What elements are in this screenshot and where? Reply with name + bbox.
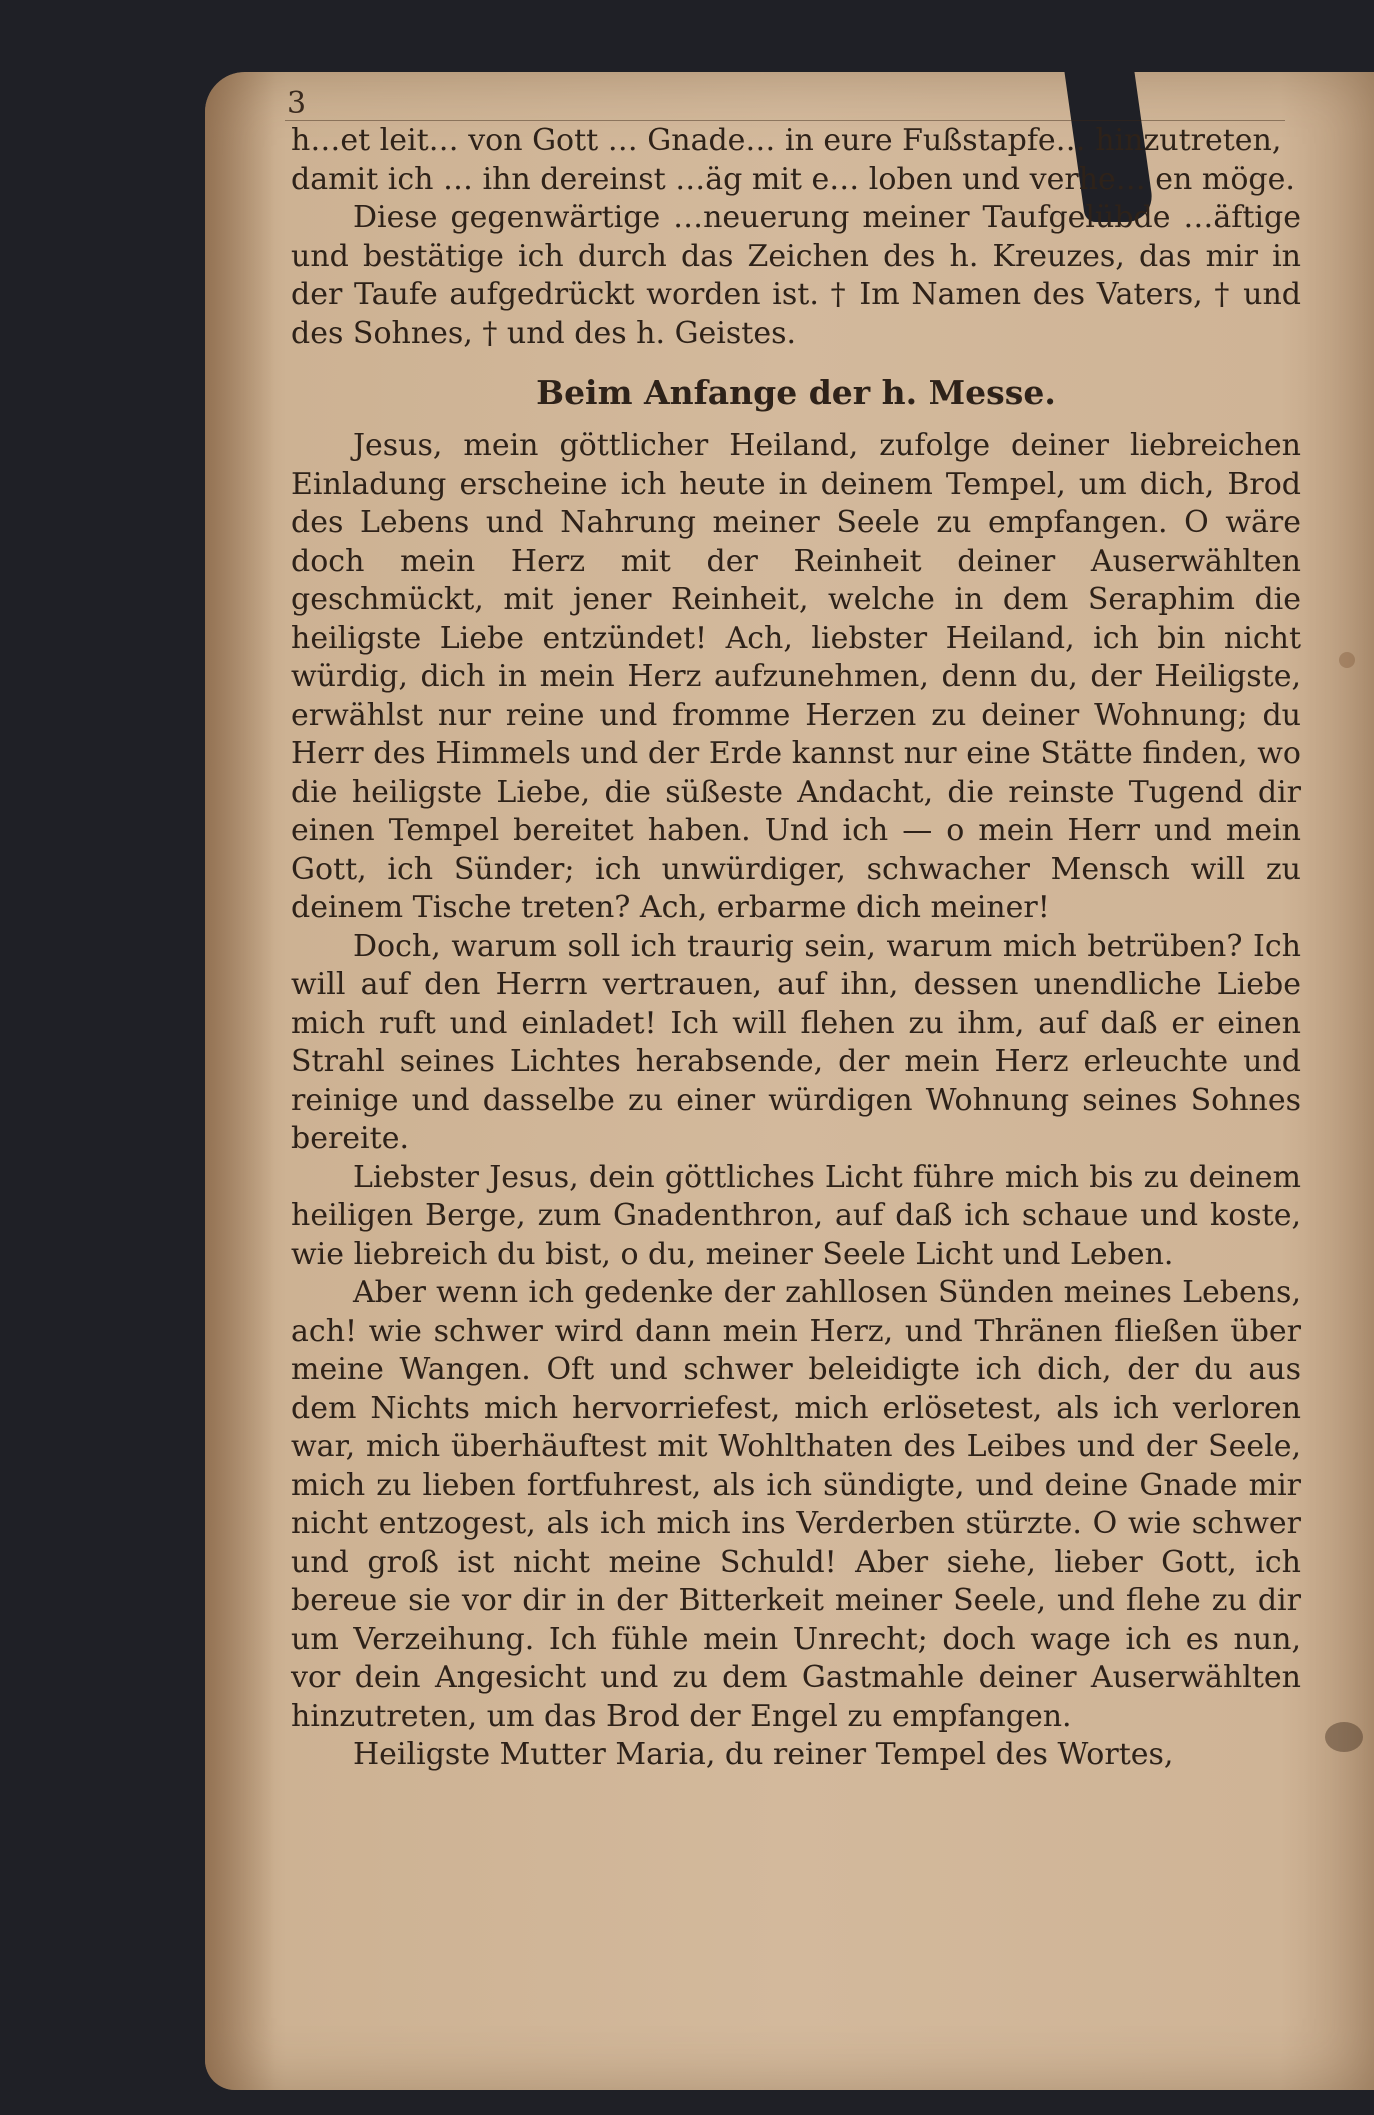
opening-line-2: damit ich … ihn dereinst …äg mit e… loben und verhe… en möge. — [291, 161, 1295, 197]
opening-paragraph: Diese gegenwärtige …neuerung meiner Taufgelübde …äftige und bestätige ich durch das Zeichen des h. Kreuzes, das mir in der Taufe aufgedrückt worden ist. † Im Namen des Vaters, † und des Sohnes, † und des h. Geistes. — [291, 200, 1301, 351]
paragraph-2: Doch, warum soll ich traurig sein, warum mich betrüben? Ich will auf den Herrn vertrauen, auf ihn, dessen unendliche Liebe mich ruft und einladet! Ich will flehen zu ihm, auf daß er einen Strahl seines Lichtes herabsende, der mein Herz erleuchte und reinige und dasselbe zu einer würdigen Wohnung seines Sohnes bereite. — [291, 928, 1301, 1156]
section-heading: Beim Anfange der h. Messe. — [536, 373, 1056, 412]
stain-spot — [1339, 652, 1355, 668]
page-text — [291, 122, 1301, 1775]
paragraph-1: Jesus, mein göttlicher Heiland, zufolge deiner liebreichen Einladung erscheine ich heute in deinem Tempel, um dich, Brod des Lebens und Nahrung meiner Seele zu empfangen. O wäre doch mein Herz mit der Reinheit deiner Auserwählten geschmückt, mit jener Reinheit, welche in dem Seraphim die heiligste Liebe entzündet! Ach, liebster Heiland, ich bin nicht würdig, dich in mein Herz aufzunehmen, denn du, der Heiligste, erwählst nur reine und fromme Herzen zu deiner Wohnung; du Herr des Himmels und der Erde kannst nur eine Stätte finden, wo die heiligste Liebe, die süßeste Andacht, die reinste Tugend dir einen Tempel bereitet haben. Und ich — o mein Herr und mein Gott, ich Sünder; ich unwürdiger, schwacher Mensch will zu deinem Tische treten? Ach, erbarme dich meiner! — [291, 428, 1301, 925]
stain-spot — [1325, 1722, 1363, 1752]
page-number: 3 — [287, 86, 307, 121]
opening-line-1: h…et leit… von Gott … Gnade… in eure Fußstapfe… hinzutreten, — [291, 123, 1282, 158]
paragraph-4: Aber wenn ich gedenke der zahllosen Sünden meines Lebens, ach! wie schwer wird dann mein Herz, und Thränen fließen über meine Wangen. Oft und schwer beleidigte ich dich, der du aus dem Nichts mich hervorriefest, mich erlösetest, als ich verloren war, mich überhäuftest mit Wohlthaten des Leibes und der Seele, mich zu lieben fortfuhrest, als ich sündigte, und deine Gnade mir nicht entzogest, als ich mich ins Verderben stürzte. O wie schwer und groß ist nicht meine Schuld! Aber siehe, lieber Gott, ich bereue sie vor dir in der Bitterkeit meiner Seele, und flehe zu dir um Verzeihung. Ich fühle mein Unrecht; doch wage ich es nun, vor dein Angesicht und zu dem Gastmahle deiner Auserwählten hinzutreten, um das Brod der Engel zu empfangen. — [291, 1275, 1301, 1734]
header-rule — [285, 120, 1285, 121]
book-page — [205, 72, 1374, 2090]
paragraph-3: Liebster Jesus, dein göttliches Licht führe mich bis zu deinem heiligen Berge, zum Gnadenthron, auf daß ich schaue und koste, wie liebreich du bist, o du, meiner Seele Licht und Leben. — [291, 1159, 1301, 1272]
paragraph-5: Heiligste Mutter Maria, du reiner Tempel des Wortes, — [353, 1737, 1174, 1772]
page-edge-wear — [205, 72, 275, 2090]
